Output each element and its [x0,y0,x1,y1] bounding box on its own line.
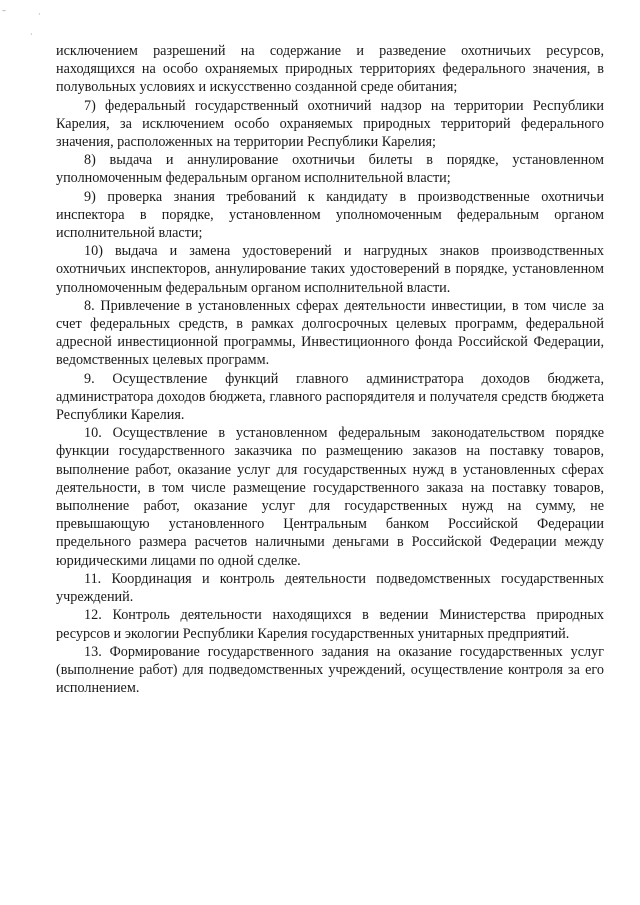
paragraph-section-12-enterprises: 12. Контроль деятельности находящихся в ведении Министерства природных ресурсов и экологии Республики Карелия государственных унитарных предприятий. [56,607,604,642]
document-body [56,42,604,697]
scan-artifact: · [30,30,33,39]
paragraph-section-8-investments: 8. Привлечение в установленных сферах деятельности инвестиции, в том числе за счет федеральных средств, в рамках долгосрочных целевых программ, федеральной адресной инвестиционной программы, Инвестиционного фонда Российской Федерации, ведомственных целевых программ. [56,297,604,369]
scan-artifact: – [2,6,6,15]
paragraph-item-9-inspector-check: 9) проверка знания требований к кандидату в производственные охотничьи инспектора в порядке, установленном уполномоченным федеральным органом исполнительной власти; [56,188,604,242]
paragraph-item-8-hunting-tickets: 8) выдача и аннулирование охотничьи билеты в порядке, установленном уполномоченным федеральным органом исполнительной власти; [56,152,604,187]
paragraph-section-10-procurement: 10. Осуществление в установленном федеральным законодательством порядке функции государственного заказчика по размещению заказов на поставку товаров, выполнение работ, оказание услуг для государственных нужд в установленных сферах деятельности, в том числе размещение государственного заказа на поставку товаров, выполнение работ, оказание услуг для государственных нужд на сумму, не превышающую установленного Центральным банком Российской Федерации предельного размера расчетов наличными деньгами в Российской Федерации между юридическими лицами по одной сделке. [56,425,604,569]
paragraph-item-10-certificates: 10) выдача и замена удостоверений и нагрудных знаков производственных охотничьих инспекторов, аннулирование таких удостоверений в порядке, установленном уполномоченным федеральным органом исполнительной власти. [56,243,604,296]
paragraph-section-11-coordination: 11. Координация и контроль деятельности подведомственных государственных учреждений. [56,570,604,606]
paragraph-section-13-state-task: 13. Формирование государственного задания на оказание государственных услуг (выполнение работ) для подведомственных учреждений, осуществление контроля за его исполнением. [56,643,604,697]
paragraph-section-9-budget: 9. Осуществление функций главного администратора доходов бюджета, администратора доходов бюджета, главного распорядителя и получателя средств бюджета Республики Карелия. [56,370,604,424]
scan-artifact: · [38,10,41,19]
paragraph-continuation: исключением разрешений на содержание и разведение охотничьих ресурсов, находящихся на особо охраняемых природных территориях федерального значения, в полувольных условиях и искусственно созданной среде обитания; [56,43,604,96]
paragraph-item-7: 7) федеральный государственный охотничий надзор на территории Республики Карелия, за исключением особо охраняемых природных территорий федерального значения, расположенных на территории Республики Карелия; [56,97,604,151]
